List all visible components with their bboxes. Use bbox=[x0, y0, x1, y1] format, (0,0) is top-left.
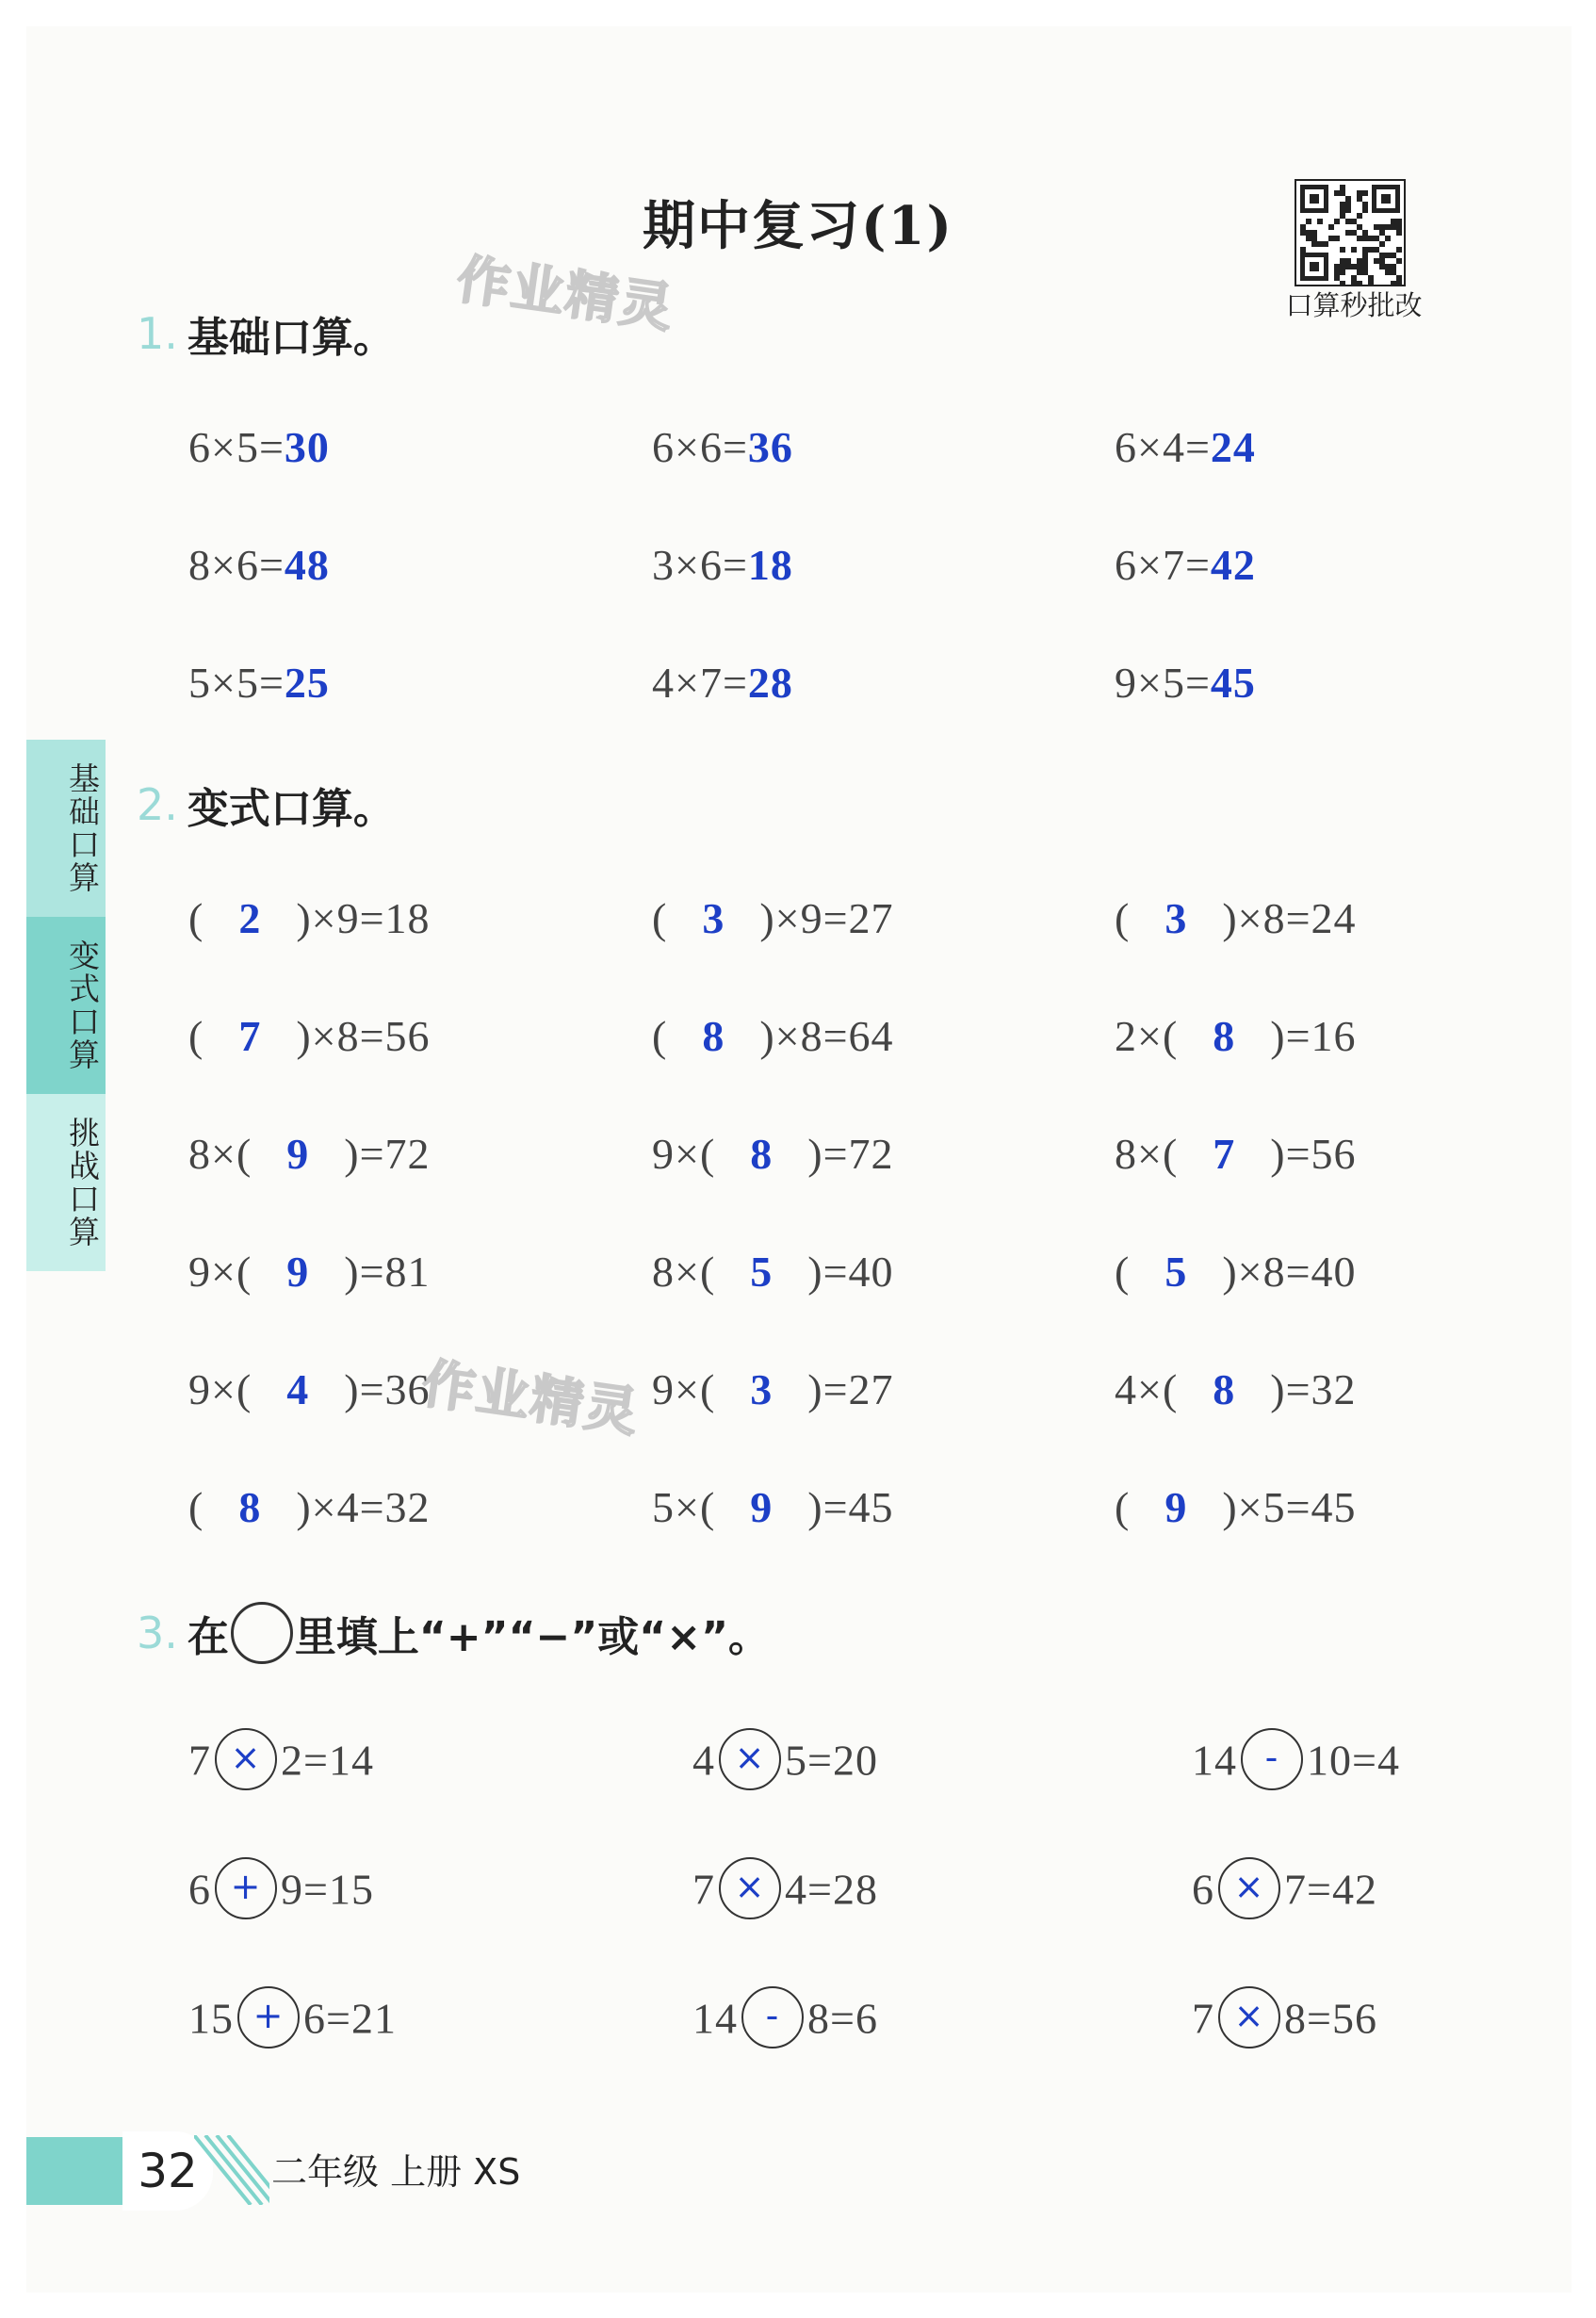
problem-suffix: )×9=27 bbox=[759, 894, 894, 942]
operator-problem bbox=[188, 1992, 397, 2054]
problem-prefix: 9×( bbox=[652, 1130, 716, 1178]
answer-value[interactable]: 9 bbox=[750, 1483, 774, 1531]
operator-circle[interactable]: × bbox=[215, 1728, 277, 1790]
operator-circle[interactable]: × bbox=[719, 1857, 781, 1919]
answer-value[interactable]: 18 bbox=[747, 541, 793, 589]
basic-problem bbox=[188, 658, 330, 708]
right-expression: 10=4 bbox=[1307, 1736, 1400, 1785]
problem-suffix: )=40 bbox=[807, 1248, 894, 1296]
section-label: 基础口算。 bbox=[187, 314, 395, 362]
operator-circle[interactable]: + bbox=[215, 1857, 277, 1919]
answer-value[interactable]: 3 bbox=[1164, 894, 1188, 942]
variant-problem bbox=[188, 893, 431, 943]
variant-problem bbox=[188, 1011, 431, 1061]
variant-problem bbox=[1115, 893, 1357, 943]
problem-suffix: )=36 bbox=[344, 1365, 431, 1413]
side-tab-label: 基础口算 bbox=[64, 762, 101, 894]
answer-value[interactable]: 8 bbox=[238, 1483, 262, 1531]
operator-circle[interactable]: + bbox=[237, 1986, 300, 2049]
variant-problem bbox=[188, 1247, 431, 1297]
problem-prefix: 5×( bbox=[652, 1483, 716, 1531]
answer-value[interactable]: 7 bbox=[238, 1012, 262, 1060]
problem-prefix: ( bbox=[188, 1483, 204, 1531]
answer-value[interactable]: 9 bbox=[286, 1130, 310, 1178]
operator-problem bbox=[1192, 1863, 1377, 1925]
problem-prefix: ( bbox=[188, 1012, 204, 1060]
operator-problem bbox=[692, 1992, 878, 2054]
qr-code-icon[interactable] bbox=[1295, 179, 1406, 286]
problem-expression: 8×6= bbox=[188, 541, 285, 589]
basic-problem bbox=[652, 658, 793, 708]
problem-suffix: )×8=40 bbox=[1222, 1248, 1357, 1296]
section-label: 变式口算。 bbox=[187, 785, 395, 833]
section-label: 在 bbox=[187, 1613, 229, 1661]
basic-problem bbox=[652, 540, 793, 590]
page-title: 期中复习(1) bbox=[643, 195, 953, 257]
variant-problem bbox=[1115, 1129, 1357, 1179]
section-number: 3. bbox=[137, 1608, 178, 1658]
variant-problem bbox=[1115, 1364, 1357, 1414]
left-operand: 14 bbox=[692, 1994, 738, 2043]
answer-value[interactable]: 9 bbox=[1164, 1483, 1188, 1531]
problem-suffix: )=16 bbox=[1270, 1012, 1357, 1060]
operator-circle[interactable]: × bbox=[1218, 1857, 1280, 1919]
right-expression: 6=21 bbox=[303, 1994, 397, 2043]
problem-expression: 6×4= bbox=[1115, 423, 1211, 471]
problem-suffix: )=27 bbox=[807, 1365, 894, 1413]
answer-value[interactable]: 8 bbox=[702, 1012, 725, 1060]
problem-prefix: 8×( bbox=[1115, 1130, 1179, 1178]
problem-expression: 6×7= bbox=[1115, 541, 1211, 589]
basic-problem bbox=[188, 540, 330, 590]
answer-value[interactable]: 5 bbox=[1164, 1248, 1188, 1296]
variant-problem bbox=[188, 1482, 431, 1532]
left-operand: 14 bbox=[1192, 1736, 1237, 1785]
answer-value[interactable]: 42 bbox=[1210, 541, 1256, 589]
problem-expression: 4×7= bbox=[652, 659, 748, 707]
variant-problem bbox=[652, 1247, 894, 1297]
side-tab-basic[interactable] bbox=[26, 740, 106, 917]
qr-caption: 口算秒批改 bbox=[1285, 289, 1423, 321]
left-operand: 15 bbox=[188, 1994, 234, 2043]
variant-problem bbox=[1115, 1247, 1357, 1297]
problem-prefix: 9×( bbox=[652, 1365, 716, 1413]
right-expression: 8=56 bbox=[1284, 1994, 1377, 2043]
side-tab-variant[interactable] bbox=[26, 917, 106, 1094]
operator-circle[interactable]: × bbox=[719, 1728, 781, 1790]
variant-problem bbox=[1115, 1482, 1357, 1532]
answer-value[interactable]: 24 bbox=[1210, 423, 1256, 471]
problem-suffix: )×8=56 bbox=[296, 1012, 431, 1060]
answer-value[interactable]: 5 bbox=[750, 1248, 774, 1296]
problem-prefix: 9×( bbox=[188, 1248, 252, 1296]
section-number: 1. bbox=[137, 308, 178, 359]
problem-suffix: )=32 bbox=[1270, 1365, 1357, 1413]
basic-problem bbox=[652, 422, 793, 472]
right-expression: 7=42 bbox=[1284, 1865, 1377, 1914]
answer-value[interactable]: 48 bbox=[284, 541, 330, 589]
basic-problem bbox=[188, 422, 330, 472]
stripes-decoration bbox=[194, 2135, 269, 2205]
answer-value[interactable]: 30 bbox=[284, 423, 330, 471]
problem-suffix: )=72 bbox=[344, 1130, 431, 1178]
problem-prefix: ( bbox=[652, 894, 668, 942]
operator-circle[interactable]: - bbox=[1241, 1728, 1303, 1790]
problem-prefix: ( bbox=[1115, 1483, 1131, 1531]
problem-suffix: )×9=18 bbox=[296, 894, 431, 942]
section-3-heading bbox=[137, 1602, 770, 1664]
answer-value[interactable]: 25 bbox=[284, 659, 330, 707]
answer-value[interactable]: 9 bbox=[286, 1248, 310, 1296]
problem-prefix: 9×( bbox=[188, 1365, 252, 1413]
answer-value[interactable]: 45 bbox=[1210, 659, 1256, 707]
section-label: 里填上“+”“−”或“×”。 bbox=[294, 1613, 770, 1661]
problem-suffix: )=45 bbox=[807, 1483, 894, 1531]
problem-suffix: )=81 bbox=[344, 1248, 431, 1296]
footer-text: 二年级 上册 XS bbox=[271, 2151, 521, 2193]
problem-suffix: )=72 bbox=[807, 1130, 894, 1178]
answer-value[interactable]: 28 bbox=[747, 659, 793, 707]
problem-prefix: 4×( bbox=[1115, 1365, 1179, 1413]
answer-value[interactable]: 4 bbox=[286, 1365, 310, 1413]
side-tabs bbox=[26, 740, 106, 1271]
problem-prefix: ( bbox=[1115, 1248, 1131, 1296]
basic-problem bbox=[1115, 422, 1256, 472]
problem-prefix: 2×( bbox=[1115, 1012, 1179, 1060]
left-operand: 6 bbox=[188, 1865, 211, 1914]
problem-prefix: 8×( bbox=[652, 1248, 716, 1296]
operator-circle[interactable]: × bbox=[1218, 1986, 1280, 2049]
problem-suffix: )×5=45 bbox=[1222, 1483, 1357, 1531]
problem-suffix: )×8=24 bbox=[1222, 894, 1357, 942]
left-operand: 4 bbox=[692, 1736, 715, 1785]
left-operand: 7 bbox=[188, 1736, 211, 1785]
right-expression: 9=15 bbox=[281, 1865, 374, 1914]
side-tab-challenge[interactable] bbox=[26, 1094, 106, 1271]
left-operand: 7 bbox=[1192, 1994, 1214, 2043]
problem-prefix: 8×( bbox=[188, 1130, 252, 1178]
answer-value[interactable]: 8 bbox=[1213, 1365, 1236, 1413]
problem-prefix: ( bbox=[652, 1012, 668, 1060]
problem-prefix: ( bbox=[1115, 894, 1131, 942]
problem-expression: 5×5= bbox=[188, 659, 285, 707]
variant-problem bbox=[188, 1129, 431, 1179]
problem-prefix: ( bbox=[188, 894, 204, 942]
answer-value[interactable]: 2 bbox=[238, 894, 262, 942]
answer-value[interactable]: 8 bbox=[750, 1130, 774, 1178]
operator-problem bbox=[1192, 1992, 1377, 2054]
section-2-heading bbox=[137, 775, 395, 835]
right-expression: 5=20 bbox=[785, 1736, 878, 1785]
variant-problem bbox=[652, 1482, 894, 1532]
watermark: 作业精灵 bbox=[417, 1353, 643, 1445]
variant-problem bbox=[1115, 1011, 1357, 1061]
answer-value[interactable]: 36 bbox=[747, 423, 793, 471]
operator-problem bbox=[188, 1863, 374, 1925]
right-expression: 8=6 bbox=[807, 1994, 878, 2043]
variant-problem bbox=[188, 1364, 431, 1414]
left-operand: 6 bbox=[1192, 1865, 1214, 1914]
problem-suffix: )×8=64 bbox=[759, 1012, 894, 1060]
variant-problem bbox=[652, 1011, 894, 1061]
operator-problem bbox=[188, 1734, 374, 1796]
basic-problem bbox=[1115, 658, 1256, 708]
right-expression: 4=28 bbox=[785, 1865, 878, 1914]
problem-expression: 6×6= bbox=[652, 423, 748, 471]
answer-value[interactable]: 7 bbox=[1213, 1130, 1236, 1178]
problem-expression: 9×5= bbox=[1115, 659, 1211, 707]
problem-suffix: )×4=32 bbox=[296, 1483, 431, 1531]
variant-problem bbox=[652, 1129, 894, 1179]
answer-circle-icon bbox=[231, 1602, 293, 1664]
answer-value[interactable]: 3 bbox=[750, 1365, 774, 1413]
problem-suffix: )=56 bbox=[1270, 1130, 1357, 1178]
operator-problem bbox=[692, 1734, 878, 1796]
section-1-heading bbox=[137, 303, 395, 364]
basic-problem bbox=[1115, 540, 1256, 590]
side-tab-label: 变式口算 bbox=[64, 939, 101, 1071]
operator-circle[interactable]: - bbox=[741, 1986, 804, 2049]
side-tab-label: 挑战口算 bbox=[64, 1117, 101, 1249]
left-operand: 7 bbox=[692, 1865, 715, 1914]
operator-problem bbox=[692, 1863, 878, 1925]
answer-value[interactable]: 3 bbox=[702, 894, 725, 942]
operator-problem bbox=[1192, 1734, 1400, 1796]
right-expression: 2=14 bbox=[281, 1736, 374, 1785]
watermark: 作业精灵 bbox=[452, 249, 678, 340]
variant-problem bbox=[652, 1364, 894, 1414]
variant-problem bbox=[652, 893, 894, 943]
problem-expression: 6×5= bbox=[188, 423, 285, 471]
answer-value[interactable]: 8 bbox=[1213, 1012, 1236, 1060]
problem-expression: 3×6= bbox=[652, 541, 748, 589]
section-number: 2. bbox=[137, 779, 178, 830]
page-number: 32 bbox=[138, 2144, 198, 2198]
